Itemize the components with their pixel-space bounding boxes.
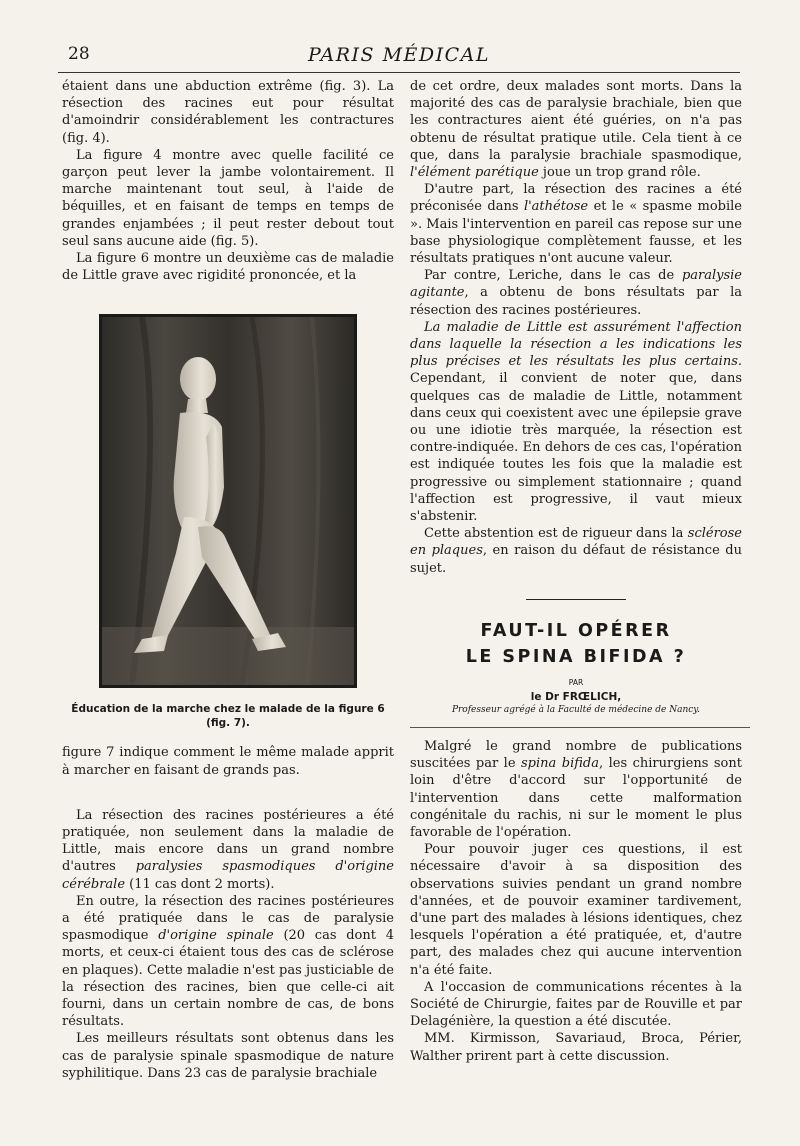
byline-rule — [410, 727, 750, 728]
right-paragraph-2: D'autre part, la résection des racines a été préconisée dans l'athétose et le « spasme mobile ». Mais l'intervention en pareil cas repose sur une base physiologique complètement fausse, et les résultats pratiques n'ont aucune valeur. — [410, 182, 742, 267]
left-paragraph-6: En outre, la résection des racines postérieures a été pratiquée dans le cas de paralysie spasmodique d'origine spinale (20 cas dont 4 morts, et ceux-ci étaient tous des cas de sclérose en plaques). Cette maladie n'est pas justiciable de la résection des racines, bien que celle-ci ait fourni, dans un certain nombre de cas, de bons résultats. — [62, 893, 394, 1030]
left-paragraph-5: La résection des racines postérieures a été pratiquée, non seulement dans la maladie de Little, mais encore dans un grand nombre d'autres paralysies spasmodiques d'origine cérébrale (11 cas dont 2 morts). — [62, 807, 394, 892]
header-rule — [58, 72, 740, 73]
byline-author: le Dr FRŒLICH, — [530, 690, 622, 703]
right-paragraph-9: MM. Kirmisson, Savariaud, Broca, Périer, Walther prirent part à cette discussion. — [410, 1031, 742, 1064]
right-paragraph-1: de cet ordre, deux malades sont morts. Dans la majorité des cas de paralysie brachiale, bien que les contractures aient été guéries, on n'a pas obtenu de résultat pratique utile. Cela tient à ce que, dans la paralysie brachiale spasmodique, l'élément parétique joue un trop grand rôle. — [410, 79, 742, 181]
running-title: PARIS MÉDICAL — [307, 44, 491, 66]
section-separator — [526, 599, 626, 600]
left-paragraph-3: La figure 6 montre un deuxième cas de maladie de Little grave avec rigidité prononcée, et la — [62, 251, 394, 284]
left-paragraph-1: étaient dans une abduction extrême (fig. 3). La résection des racines eut pour résultat d'amoindrir considérablement les contractures (fig. 4). — [62, 79, 394, 146]
left-paragraph-7: Les meilleurs résultats sont obtenus dans les cas de paralysie spinale spasmodique de nature syphilitique. Dans 23 cas de paralysie brachiale — [62, 1031, 394, 1081]
byline-affiliation: Professeur agrégé à la Faculté de médecine de Nancy. — [451, 704, 701, 715]
byline-par: PAR — [568, 677, 584, 687]
floor — [102, 627, 354, 685]
left-column — [62, 78, 394, 1082]
article-title: FAUT-IL OPÉRER LE SPINA BIFIDA ? — [465, 620, 687, 667]
right-paragraph-4: La maladie de Little est assurément l'affection dans laquelle la résection a les indications les plus précises et les résultats les plus certains. Cependant, il convient de noter que, dans quelques cas de maladie de Little, notamment dans ceux qui coexistent avec une épilepsie grave ou une idiotie très marquée, la résection est contre-indiquée. En dehors de ces cas, l'opération est indiquée toutes les fois que la maladie est progressive ou simplement stationnaire ; quand l'affection est progressive, il vaut mieux s'abstenir. — [410, 319, 742, 525]
walking-boy-photo — [102, 317, 354, 685]
left-paragraph-4: figure 7 indique comment le même malade apprit à marcher en faisant de grands pas. — [62, 745, 394, 778]
left-paragraph-2: La figure 4 montre avec quelle facilité ce garçon peut lever la jambe volontairement. Il marche maintenant tout seul, à l'aide de béquilles, et en faisant de temps en temps de grandes enjambées ; il peut rester debout tout seul sans aucune aide (fig. 5). — [62, 147, 394, 249]
right-paragraph-7: Pour pouvoir juger ces questions, il est nécessaire d'avoir à sa disposition des observations suivies pendant un grand nombre d'années, et de pouvoir examiner tardivement, d'une part des malades à lésions identiques, chez lesquels l'opération a été pratiquée, et, d'autre part, des malades chez qui aucune intervention n'a été faite. — [410, 842, 742, 978]
right-column — [410, 78, 742, 1065]
right-paragraph-3: Par contre, Leriche, dans le cas de paralysie agitante, a obtenu de bons résultats par la résection des racines postérieures. — [410, 268, 742, 318]
right-paragraph-5: Cette abstention est de rigueur dans la sclérose en plaques, en raison du défaut de résistance du sujet. — [410, 526, 742, 576]
right-paragraph-8: A l'occasion de communications récentes à la Société de Chirurgie, faites par de Rouville et par Delagénière, la question a été discutée. — [410, 979, 742, 1030]
figure-7-photo — [99, 314, 357, 688]
right-paragraph-6: Malgré le grand nombre de publications suscitées par le spina bifida, les chirurgiens sont loin d'être d'accord sur l'opportunité de l'intervention dans cette malformation congénitale du rachis, ni sur le moment le plus favorable de l'opération. — [410, 738, 742, 840]
page-number: 28 — [68, 44, 90, 64]
page-header — [58, 44, 740, 72]
figure-caption: Éducation de la marche chez le malade de la figure 6 (fig. 7). — [71, 703, 385, 730]
